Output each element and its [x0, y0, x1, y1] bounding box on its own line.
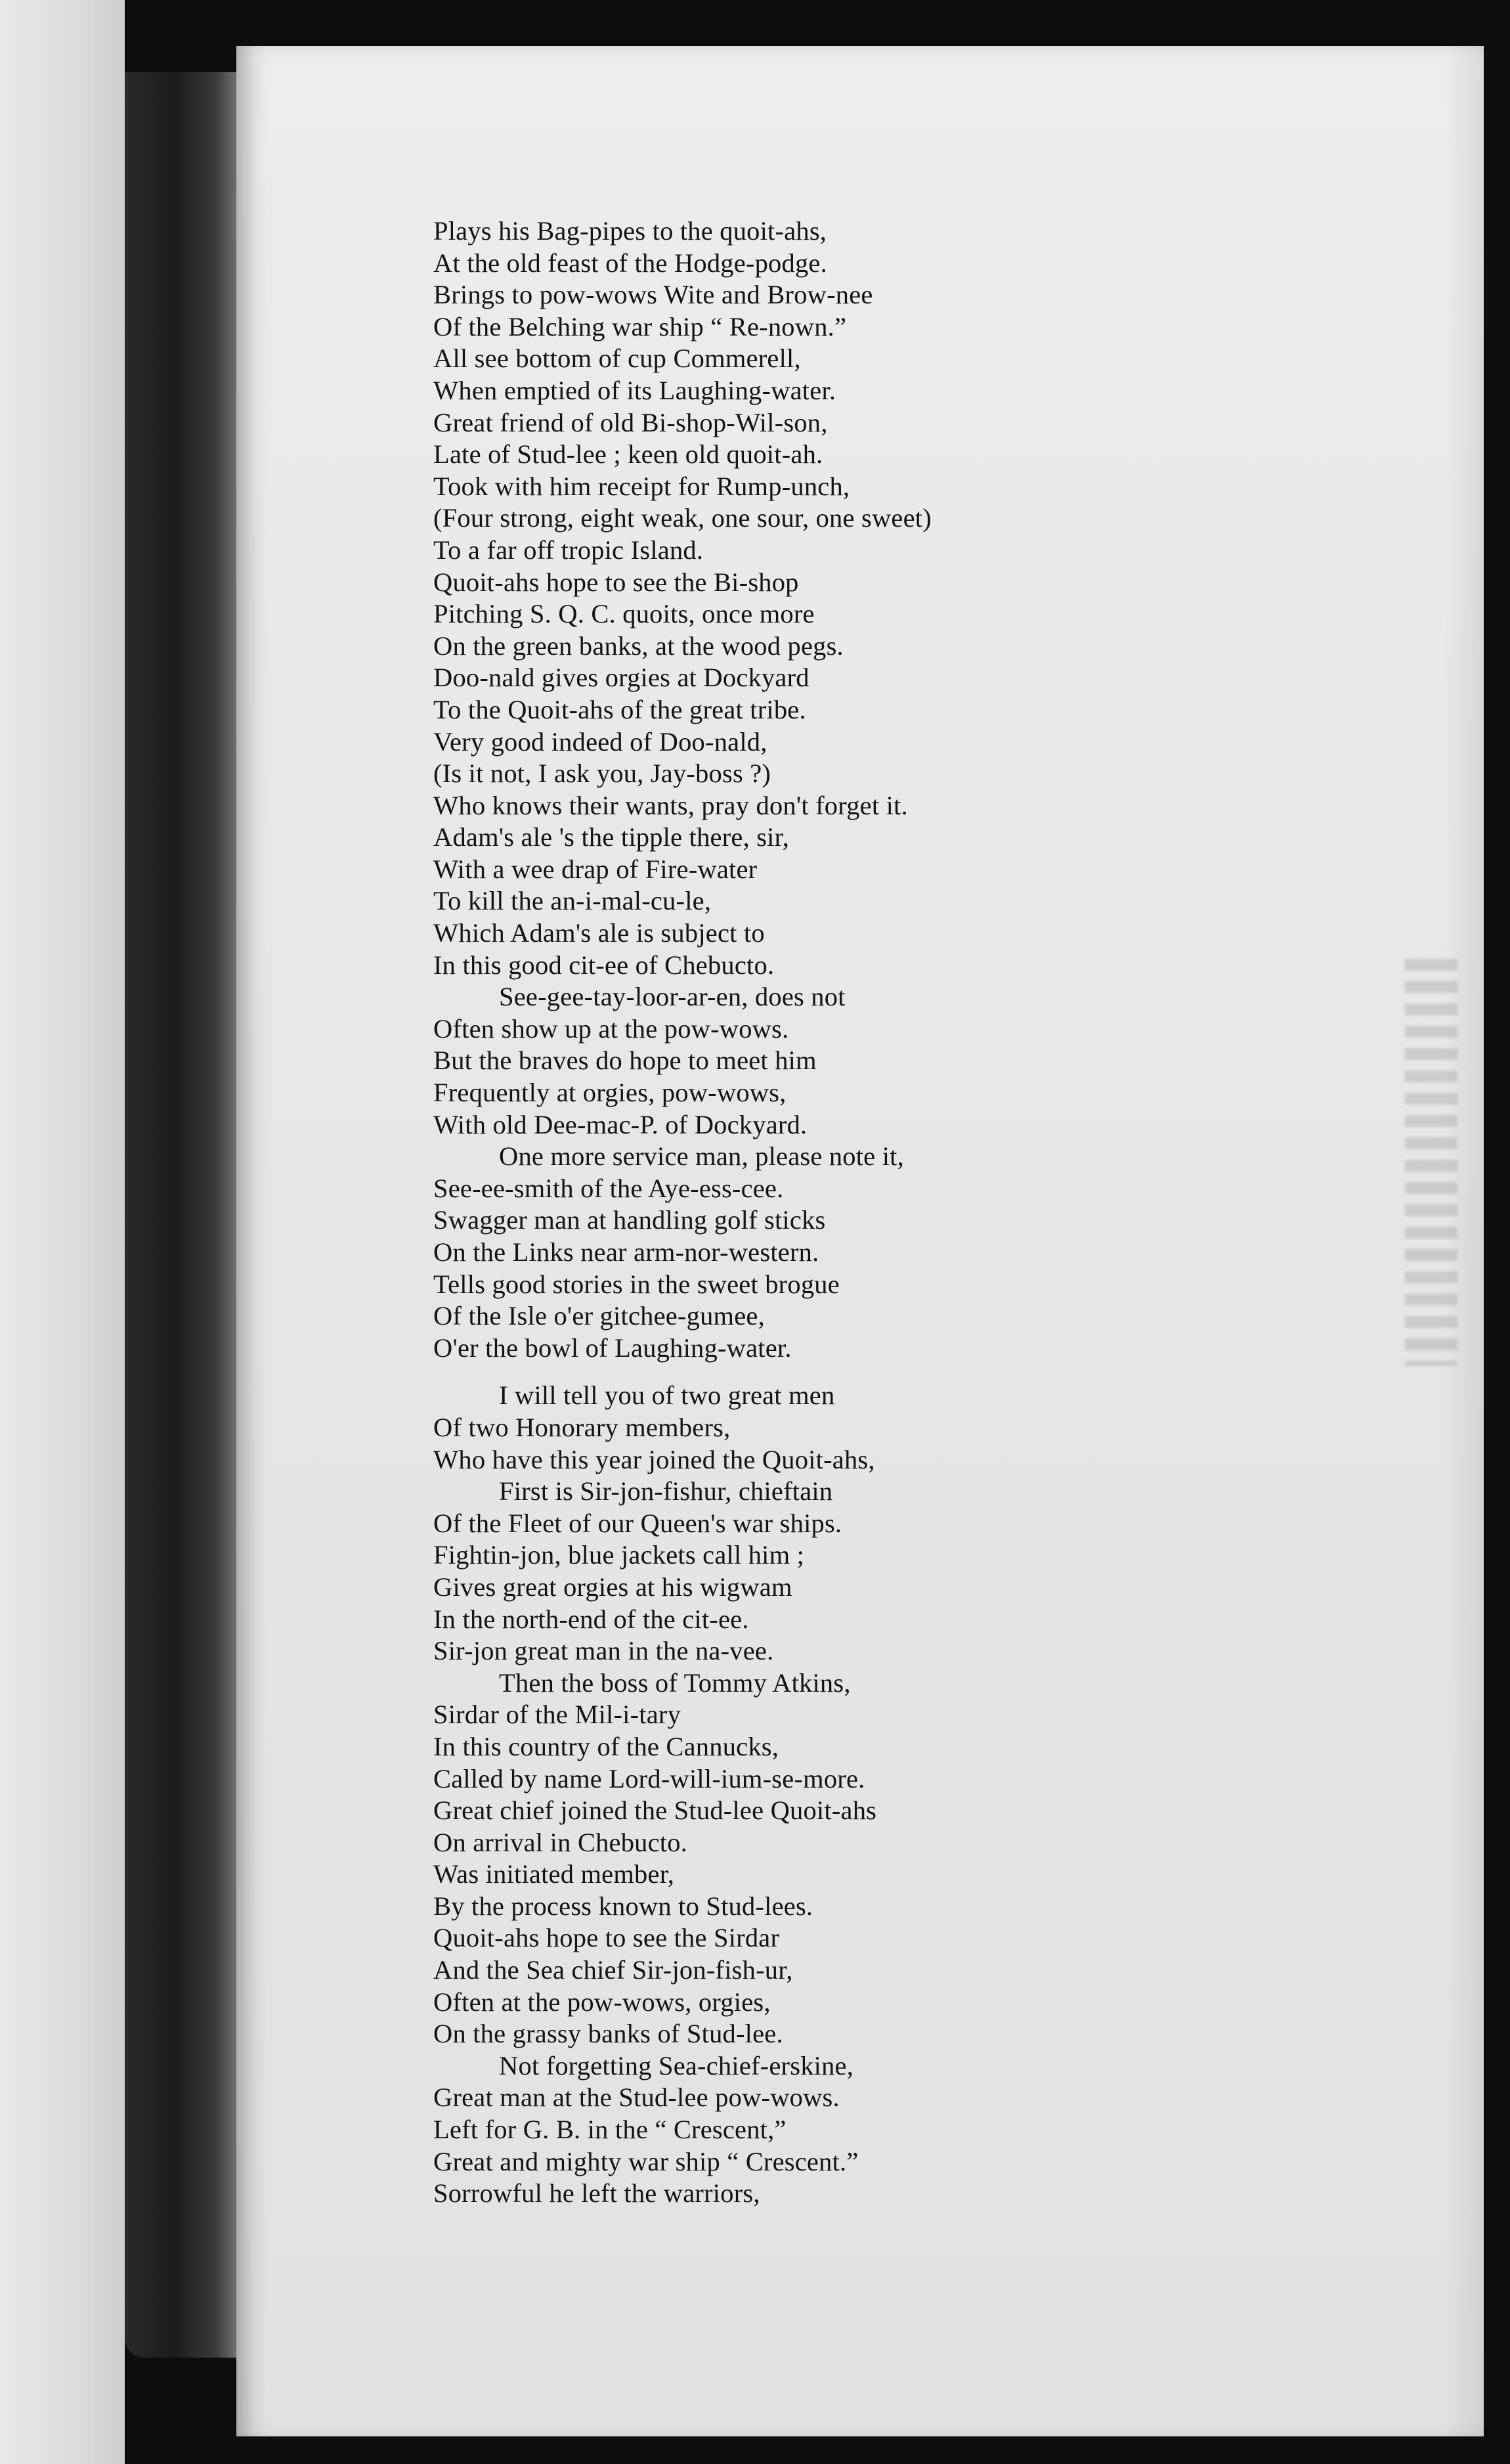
poem-line: Sorrowful he left the warriors, [433, 2178, 760, 2209]
poem-line: Who knows their wants, pray don't forget it. [433, 790, 908, 820]
poem-line: Tells good stories in the sweet brogue [433, 1269, 840, 1299]
poem-line: See-ee-smith of the Aye-ess-cee. [433, 1173, 784, 1203]
document-page [236, 46, 1484, 2436]
poem-line: To kill the an-i-mal-cu-le, [433, 886, 712, 916]
poem-line: Great friend of old Bi-shop-Wil-son, [433, 407, 828, 437]
poem-line: On arrival in Chebucto. [433, 1827, 687, 1857]
poem-line: Took with him receipt for Rump-unch, [433, 471, 850, 501]
poem-line: Of the Fleet of our Queen's war ships. [433, 1508, 842, 1538]
poem-line: Frequently at orgies, pow-wows, [433, 1078, 787, 1108]
poem-line: In this good cit-ee of Chebucto. [433, 950, 775, 980]
poem-line: Sirdar of the Mil-i-tary [433, 1700, 681, 1730]
poem-line: Of two Honorary members, [433, 1412, 731, 1442]
poem-line: Who have this year joined the Quoit-ahs, [433, 1444, 875, 1474]
poem-line: Late of Stud-lee ; keen old quoit-ah. [433, 439, 823, 470]
poem-line: Of the Belching war ship “ Re-nown.” [433, 311, 847, 341]
poem-line: With a wee drap of Fire-water [433, 854, 758, 884]
poem-line: To the Quoit-ahs of the great tribe. [433, 694, 806, 724]
poem-line: Called by name Lord-will-ium-se-more. [433, 1763, 865, 1793]
poem-line: But the braves do hope to meet him [433, 1045, 817, 1076]
poem-line: Quoit-ahs hope to see the Bi-shop [433, 567, 799, 597]
poem-line: Often at the pow-wows, orgies, [433, 1987, 771, 2017]
poem-line: On the Links near arm-nor-western. [433, 1237, 819, 1267]
poem-line: Plays his Bag-pipes to the quoit-ahs, [433, 216, 827, 246]
poem-line: I will tell you of two great men [499, 1380, 835, 1411]
left-page-edge [0, 0, 125, 2464]
poem-line: Gives great orgies at his wigwam [433, 1572, 792, 1602]
poem-line: Swagger man at handling golf sticks [433, 1205, 826, 1235]
poem-line: Doo-nald gives orgies at Dockyard [433, 663, 809, 693]
poem-line: Adam's ale 's the tipple there, sir, [433, 822, 790, 852]
poem-line: Was initiated member, [433, 1859, 675, 1889]
poem-line: Great man at the Stud-lee pow-wows. [433, 2082, 840, 2113]
binding-gutter [125, 72, 246, 2358]
poem-line: By the process known to Stud-lees. [433, 1891, 813, 1921]
poem-line: Quoit-ahs hope to see the Sirdar [433, 1923, 780, 1953]
poem-line: Then the boss of Tommy Atkins, [499, 1667, 851, 1698]
poem-line: One more service man, please note it, [499, 1141, 904, 1172]
poem-line: To a far off tropic Island. [433, 535, 704, 565]
poem-line: O'er the bowl of Laughing-water. [433, 1332, 792, 1363]
poem-line: Of the Isle o'er gitchee-gumee, [433, 1301, 765, 1331]
poem-line: See-gee-tay-loor-ar-en, does not [499, 982, 846, 1012]
poem-line: In the north-end of the cit-ee. [433, 1604, 749, 1634]
poem-line: Very good indeed of Doo-nald, [433, 726, 767, 757]
poem-line: Brings to pow-wows Wite and Brow-nee [433, 280, 873, 310]
poem-line: When emptied of its Laughing-water. [433, 375, 836, 405]
poem-line: Left for G. B. in the “ Crescent,” [433, 2115, 787, 2145]
poem-line: (Four strong, eight weak, one sour, one sweet) [433, 503, 932, 533]
poem-line: All see bottom of cup Commerell, [433, 343, 801, 374]
poem-line: Pitching S. Q. C. quoits, once more [433, 599, 815, 629]
poem-line: (Is it not, I ask you, Jay-boss ?) [433, 759, 771, 789]
poem-line: With old Dee-mac-P. of Dockyard. [433, 1109, 808, 1139]
poem-line: Not forgetting Sea-chief-erskine, [499, 2050, 854, 2080]
poem-line: In this country of the Cannucks, [433, 1731, 779, 1761]
poem-line: And the Sea chief Sir-jon-fish-ur, [433, 1955, 793, 1985]
poem-line: On the green banks, at the wood pegs. [433, 630, 844, 661]
poem-line: Which Adam's ale is subject to [433, 918, 765, 948]
poem-line: Great and mighty war ship “ Crescent.” [433, 2146, 859, 2176]
poem-line: Often show up at the pow-wows. [433, 1013, 789, 1044]
poem-line: First is Sir-jon-fishur, chieftain [499, 1476, 833, 1507]
poem-line: At the old feast of the Hodge-podge. [433, 248, 827, 278]
poem-line: Great chief joined the Stud-lee Quoit-ahs [433, 1795, 877, 1826]
poem-line: On the grassy banks of Stud-lee. [433, 2019, 783, 2049]
poem-line: Fightin-jon, blue jackets call him ; [433, 1540, 805, 1570]
poem-text [433, 215, 1457, 2210]
poem-line: Sir-jon great man in the na-vee. [433, 1636, 774, 1666]
